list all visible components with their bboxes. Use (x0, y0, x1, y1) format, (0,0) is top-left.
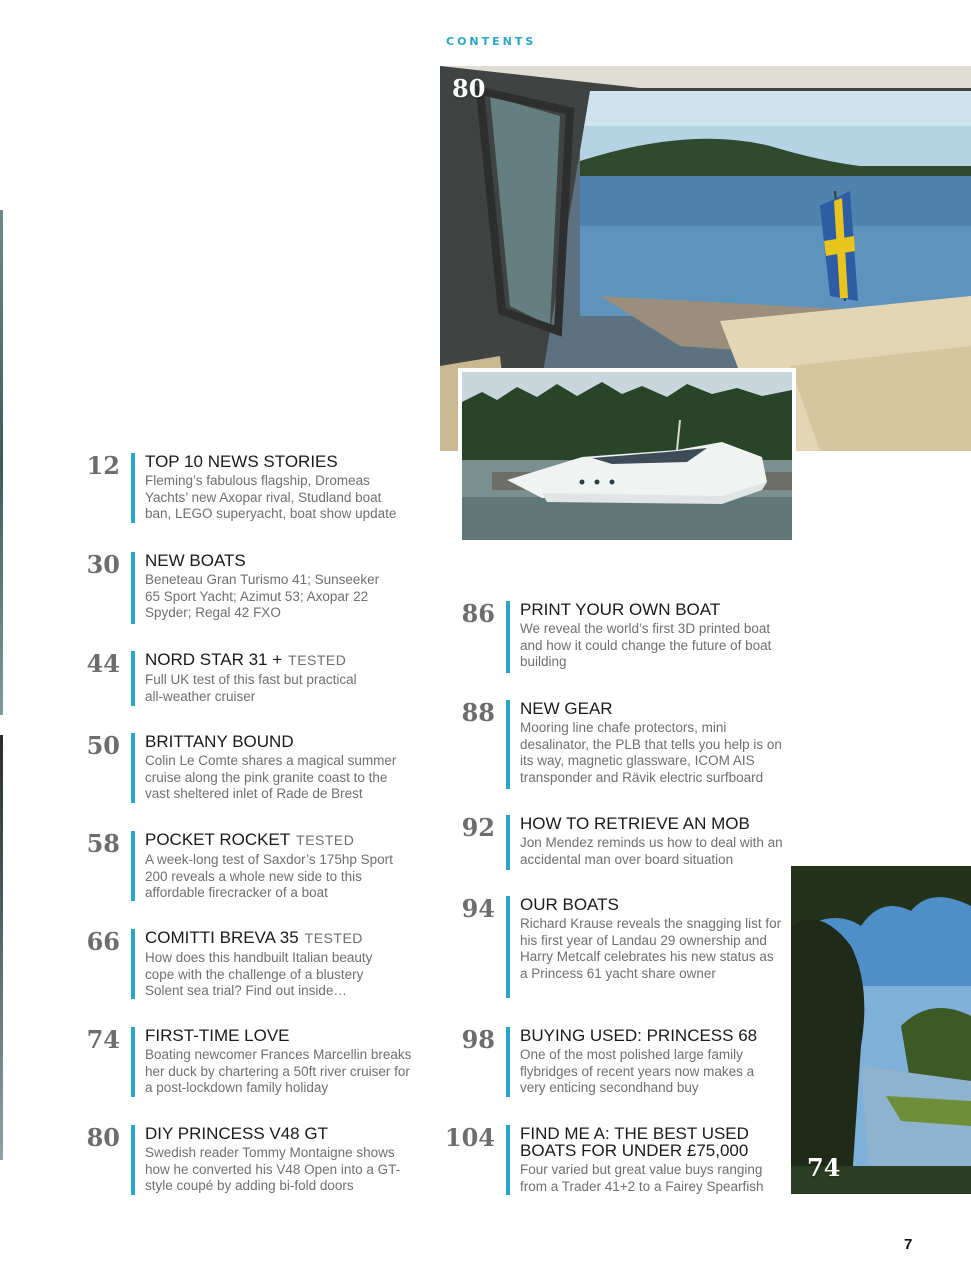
entry-accent-bar (131, 453, 135, 523)
entry-accent-bar (131, 831, 135, 901)
entry-title: BRITTANY BOUND (145, 732, 294, 751)
contents-entry[interactable] (461, 894, 786, 998)
entry-page-number: 30 (86, 550, 120, 579)
entry-accent-bar (131, 733, 135, 803)
entry-description: A week-long test of Saxdor’s 175hp Sport 200 reveals a whole new side to this affordable firecracker of a boat (145, 852, 393, 900)
contents-entry[interactable] (461, 1025, 786, 1097)
entry-page-number: 50 (86, 731, 120, 760)
entry-accent-bar (131, 929, 135, 999)
entry-description: Jon Mendez reminds us how to deal with an accidental man over board situation (520, 835, 783, 867)
entry-title: POCKET ROCKET (145, 830, 291, 849)
entry-accent-bar (131, 1027, 135, 1097)
section-label: CONTENTS (446, 35, 537, 48)
entry-title: HOW TO RETRIEVE AN MOB (520, 814, 750, 833)
entry-title: NORD STAR 31 + (145, 650, 283, 669)
entry-page-number: 44 (86, 649, 120, 678)
entry-title: FIND ME A: THE BEST USED BOATS FOR UNDER £75,000 (520, 1124, 749, 1160)
entry-page-number: 88 (461, 698, 495, 727)
entry-page-number: 98 (461, 1025, 495, 1054)
entry-page-number: 58 (86, 829, 120, 858)
river-cruise-photo (791, 866, 971, 1194)
entry-description: Richard Krause reveals the snagging list for his first year of Landau 29 ownership and Harry Metcalf celebrates his new status as a Princess 61 yacht share owner (520, 916, 782, 981)
entry-page-number: 12 (86, 451, 120, 480)
contents-entry[interactable] (444, 1123, 786, 1195)
photo-page-number: 74 (807, 1153, 841, 1182)
entry-title: NEW GEAR (520, 699, 613, 718)
page-number: 7 (904, 1236, 913, 1253)
entry-title: OUR BOATS (520, 895, 619, 914)
entry-description: Fleming’s fabulous flagship, Dromeas Yachts’ new Axopar rival, Studland boat ban, LEGO superyacht, boat show update (145, 473, 397, 521)
entry-accent-bar (506, 1125, 510, 1195)
entry-page-number: 92 (461, 813, 495, 842)
entry-accent-bar (506, 601, 510, 673)
entry-title: TOP 10 NEWS STORIES (145, 452, 338, 471)
entry-title: BUYING USED: PRINCESS 68 (520, 1026, 758, 1045)
tested-tag: TESTED (304, 930, 363, 946)
tested-tag: TESTED (296, 832, 355, 848)
contents-entry[interactable] (461, 599, 786, 673)
entry-accent-bar (131, 651, 135, 706)
entry-page-number: 66 (86, 927, 120, 956)
contents-entry[interactable] (86, 451, 421, 523)
entry-accent-bar (506, 700, 510, 789)
motor-yacht-photo (458, 368, 796, 544)
entry-description: Colin Le Comte shares a magical summer cruise along the pink granite coast to the vast sheltered inlet of Rade de Brest (145, 753, 397, 801)
entry-description: Four varied but great value buys ranging from a Trader 41+2 to a Fairey Spearfish (520, 1162, 764, 1194)
entry-title: DIY PRINCESS V48 GT (145, 1124, 328, 1143)
contents-entry[interactable] (461, 813, 786, 870)
contents-entry[interactable] (86, 731, 421, 803)
contents-entry[interactable] (461, 698, 786, 789)
entry-accent-bar (131, 1125, 135, 1195)
entry-title: FIRST-TIME LOVE (145, 1026, 290, 1045)
entry-page-number: 104 (444, 1123, 495, 1152)
entry-title: NEW BOATS (145, 551, 246, 570)
entry-page-number: 94 (461, 894, 495, 923)
entry-accent-bar (506, 1027, 510, 1097)
entry-description: How does this handbuilt Italian beauty cope with the challenge of a blustery Solent sea trial? Find out inside… (145, 950, 373, 998)
entry-page-number: 86 (461, 599, 495, 628)
entry-description: Beneteau Gran Turismo 41; Sunseeker 65 Sport Yacht; Azimut 53; Axopar 22 Spyder; Regal 42 FXO (145, 572, 380, 620)
entry-description: Swedish reader Tommy Montaigne shows how he converted his V48 Open into a GT-style coupé by adding bi-fold doors (145, 1145, 401, 1193)
entry-accent-bar (131, 552, 135, 624)
tested-tag: TESTED (288, 652, 347, 668)
contents-entry[interactable] (86, 927, 421, 999)
entry-description: We reveal the world’s first 3D printed boat and how it could change the future of boat building (520, 621, 772, 669)
entry-description: Boating newcomer Frances Marcellin breaks her duck by chartering a 50ft river cruiser for a post-lockdown family holiday (145, 1047, 412, 1095)
entry-title: COMITTI BREVA 35 (145, 928, 299, 947)
entry-description: One of the most polished large family flybridges of recent years now makes a very enticing secondhand buy (520, 1047, 755, 1095)
entry-accent-bar (506, 815, 510, 870)
entry-page-number: 74 (86, 1025, 120, 1054)
entry-description: Full UK test of this fast but practical all-weather cruiser (145, 672, 357, 704)
entry-accent-bar (506, 896, 510, 998)
entry-description: Mooring line chafe protectors, mini desalinator, the PLB that tells you help is on its way, magnetic glassware, ICOM AIS transponder and Rävik electric surfboard (520, 720, 782, 785)
entry-title: PRINT YOUR OWN BOAT (520, 600, 721, 619)
entry-page-number: 80 (86, 1123, 120, 1152)
photo-page-number: 80 (452, 74, 486, 103)
